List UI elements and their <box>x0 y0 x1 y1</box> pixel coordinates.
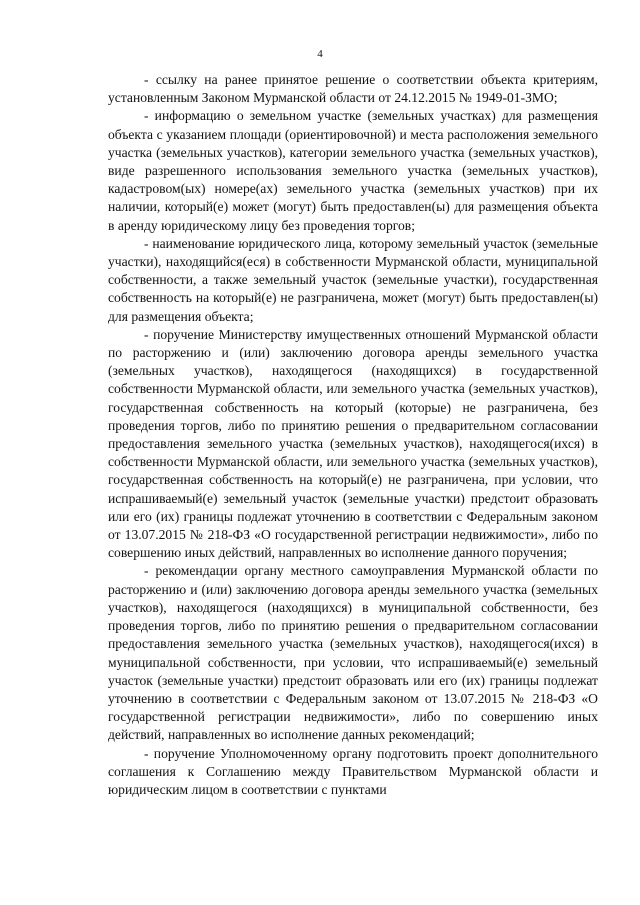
paragraph-ministry-instruction: - поручение Министерству имущественных отношений Мурманской области по расторжению и (или) заключению договора аренды земельного участка (земельных участков), находящегося (находящихся) в государственной собственности Мурманской области, или земельного участка (земельных участков), государственная собственность на который (которые) не разграничена, без проведения торгов, либо по принятию решения о предварительном согласовании предоставления земельного участка (земельных участков), находящегося(ихся) в собственности Мурманской области, или земельного участка (земельных участков), государственная собственность на который(е) не разграничена, при условии, что испрашиваемый(е) земельный участок (земельные участки) предстоит образовать или его (их) границы подлежат уточнению в соответствии с Федеральным законом от 13.07.2015 № 218-ФЗ «О государственной регистрации недвижимости», либо по совершению иных действий, направленных во исполнение данного поручения; <box>108 326 598 561</box>
paragraph-land-plot-info: - информацию о земельном участке (земельных участках) для размещения объекта с указанием площади (ориентировочной) и места расположения земельного участка (земельных участков), категории земельного участка (земельных участков), виде разрешенного использования земельного участка (земельных участков), кадастровом(ых) номере(ах) земельного участка (земельных участков) при их наличии, который(е) может (могут) быть предоставлен(ы) для размещения объекта в аренду юридическому лицу без проведения торгов; <box>108 108 598 233</box>
paragraph-municipal-recommendations: - рекомендации органу местного самоуправления Мурманской области по расторжению и (или) заключению договора аренды земельного участка (земельных участков), находящегося (находящихся) в муниципальной собственности, без проведения торгов, либо по принятию решения о предварительном согласовании предоставления земельного участка (земельных участков), находящегося(ихся) в муниципальной собственности, при условии, что испрашиваемый(е) земельный участок (земельные участки) предстоит образовать или его (их) границы подлежат уточнению в соответствии с Федеральным законом от 13.07.2015 № 218-ФЗ «О государственной регистрации недвижимости», либо по совершению иных действий, направленных во исполнение данных рекомендаций; <box>108 563 598 743</box>
paragraph-decision-reference: - ссылку на ранее принятое решение о соответствии объекта критериям, установленным Законом Мурманской области от 24.12.2015 № 1949-01-ЗМО; <box>108 72 598 106</box>
page-number: 4 <box>317 48 323 60</box>
paragraph-authorized-body-instruction: - поручение Уполномоченному органу подготовить проект дополнительного соглашения к Соглашению между Правительством Мурманской области и юридическим лицом в соответствии с пунктами <box>108 745 598 797</box>
document-body <box>108 71 598 799</box>
paragraph-legal-entity-name: - наименование юридического лица, которому земельный участок (земельные участки), находящийся(еся) в собственности Мурманской области, муниципальной собственности, а также земельный участок (земельные участки), государственная собственность на который(е) не разграничена, может (могут) быть предоставлен(ы) для размещения объекта; <box>108 235 598 324</box>
